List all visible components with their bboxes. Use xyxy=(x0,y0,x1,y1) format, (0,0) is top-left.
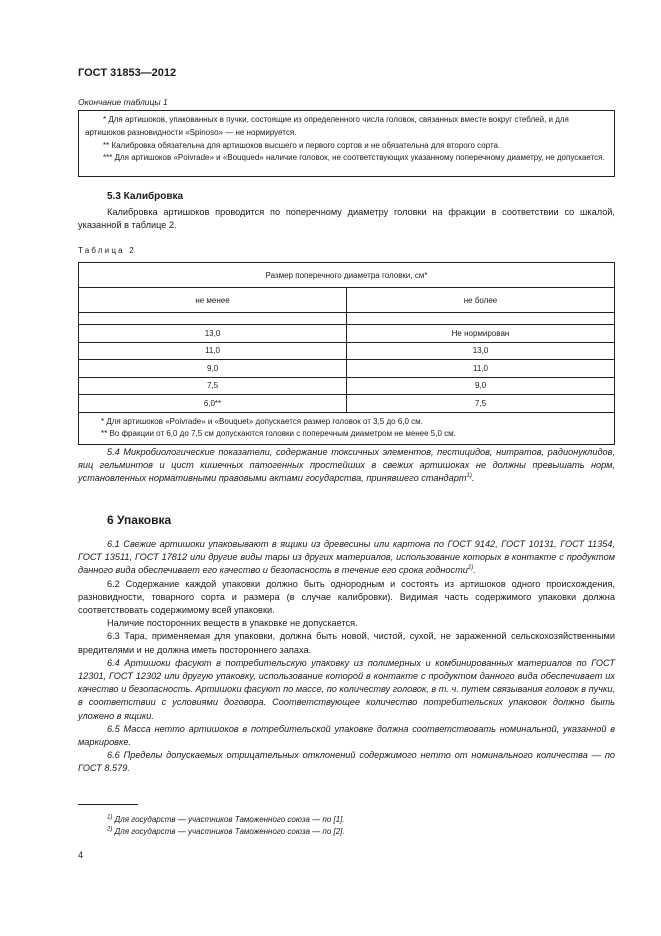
table2-col-min: не менее xyxy=(79,288,347,313)
section-5-4 xyxy=(78,446,615,486)
table2-cell-min: 7,5 xyxy=(79,377,347,395)
section-6-1: 6.1 Свежие артишоки упаковывают в ящики из древесины или картона по ГОСТ 9142, ГОСТ 10131, ГОСТ 11354, ГОСТ 13511, ГОСТ 17812 или другие виды тары из других материалов, использование которых в контакте с продуктом данного вида обеспечивает его качество и безопасность в течение его срока годности$^{2)}$. xyxy=(78,539,615,576)
document-header: ГОСТ 31853—2012 xyxy=(78,67,177,79)
table2-notes-row xyxy=(79,412,615,444)
table2-note-1: * Для артишоков «Poivrade» и «Bouquet» допускается размер головок от 3,5 до 6,0 см. xyxy=(101,416,423,426)
table1-note-3: *** Для артишоков «Poivrade» и «Bouqued» наличие головок, не соответствующих указанному поперечному диаметру, не допускается. xyxy=(103,153,605,163)
table2 xyxy=(78,262,615,445)
table2-main-header: Размер поперечного диаметра головки, см* xyxy=(79,263,615,288)
table1-note-2: ** Калибровка обязательна для артишоков высшего и первого сортов и не обязательна для второго сорта. xyxy=(103,140,501,150)
section-5-3-paragraph: Калибровка артишоков проводится по поперечному диаметру головки на фракции в соответствии со шкалой, указанной в таблице 2. xyxy=(78,207,615,231)
table2-note-2: ** Во фракции от 6,0 до 7,5 см допускаются головки с поперечным диаметром не менее 5,0 см. xyxy=(101,429,456,438)
table2-col-max: не более xyxy=(347,288,615,313)
page-number: 4 xyxy=(78,850,84,860)
section-5-3-heading: 5.3 Калибровка xyxy=(107,191,184,202)
table2-cell-max: 11,0 xyxy=(347,360,615,378)
table2-spacer-row xyxy=(79,313,615,325)
table2-cell-min: 9,0 xyxy=(79,360,347,378)
table1-notes-box xyxy=(78,110,615,177)
section-6-2: 6.2 Содержание каждой упаковки должно быть однородным и состоять из артишоков одного происхождения, разновидности, товарного сорта и размера (в случае калибровки). Видимая часть содержимого упаковки должна соответствовать содержимому всей упаковки. xyxy=(78,578,615,616)
footnote-2-mark: 2) xyxy=(107,826,113,833)
table2-cell-max: 13,0 xyxy=(347,342,615,360)
table2-cell-min: 13,0 xyxy=(79,325,347,343)
table-row xyxy=(79,342,615,360)
table2-cell-max: 7,5 xyxy=(347,395,615,413)
table-row xyxy=(79,325,615,343)
section-6-5: 6.5 Масса нетто артишоков в потребительской упаковке должна соответствовать номинальной, указанной в маркировке. xyxy=(78,723,615,748)
section-5-4-paragraph: 5.4 Микробиологические показатели, содержание токсичных элементов, пестицидов, нитратов, радионуклидов, яиц гельминтов и цист кишечных патогенных простейших в свежих артишоках не должны превышать норм, установленных нормативными правовыми актами государства, принявшего стандарт$^{1)}$. xyxy=(78,447,615,484)
section-6-3: 6.3 Тара, применяемая для упаковки, должна быть новой, чистой, сухой, не зараженной сельскохозяйственными вредителями и не должна иметь постороннего запаха. xyxy=(78,631,615,655)
footnote-ref-2: 2) xyxy=(467,565,474,572)
table2-cell-min: 11,0 xyxy=(79,342,347,360)
table-row xyxy=(79,395,615,413)
section-6-body xyxy=(78,538,615,776)
section-6-6: 6.6 Пределы допускаемых отрицательных отклонений содержимого нетто от номинального количества — по ГОСТ 8.579. xyxy=(78,750,615,774)
footnote-2-text: Для государств — участников Таможенного союза — по [2]. xyxy=(114,827,345,836)
table1-end-caption: Окончание таблицы 1 xyxy=(78,97,168,107)
footnote-divider xyxy=(78,804,138,805)
footnote-1 xyxy=(107,815,345,824)
table-row xyxy=(79,360,615,378)
table2-cell-max: 9,0 xyxy=(347,377,615,395)
section-6-4: 6.4 Артишоки фасуют в потребительскую упаковку из полимерных и комбинированных материалов по ГОСТ 12301, ГОСТ 12302 или другую упаковку, использование которой в контакте с продуктом данного вида обеспечивает их качество и безопасность. Артишоки фасуют по массе, по количеству головок, в т. ч. путем связывания головок в пучки, в соответствии с условиями договора. Соответствующее количество потребительских упаковок должно быть уложено в ящики. xyxy=(78,657,615,721)
table2-cell-min: 6,0** xyxy=(79,395,347,413)
table2-header-row xyxy=(79,263,615,288)
section-5-4-text: 5.4 Микробиологические показатели, содержание токсичных элементов, пестицидов, нитратов, радионуклидов, яиц гельминтов и цист кишечных патогенных простейших в свежих артишоках не должны превышать норм, установленных нормативными правовыми актами государства, принявшего стандарт xyxy=(78,447,615,484)
footnote-ref-1: 1) xyxy=(466,473,472,480)
table2-subheader-row xyxy=(79,288,615,313)
footnote-2 xyxy=(107,827,345,836)
table2-caption: Таблица 2 xyxy=(78,246,136,255)
table2-cell-max: Не нормирован xyxy=(347,325,615,343)
table-row xyxy=(79,377,615,395)
footnote-1-text: Для государств — участников Таможенного союза — по [1]. xyxy=(114,815,345,824)
section-5-3-text xyxy=(78,206,615,232)
footnote-1-mark: 1) xyxy=(107,814,113,821)
section-6-2b: Наличие посторонних веществ в упаковке не допускается. xyxy=(107,618,358,629)
table2-notes xyxy=(79,412,615,444)
table1-note-1: * Для артишоков, упакованных в пучки, состоящие из определенного числа головок, связанных вместе вокруг стеблей, и для артишоков разновидности «Spinoso» — не нормируется. xyxy=(85,115,569,137)
section-6-heading: 6 Упаковка xyxy=(107,513,172,527)
